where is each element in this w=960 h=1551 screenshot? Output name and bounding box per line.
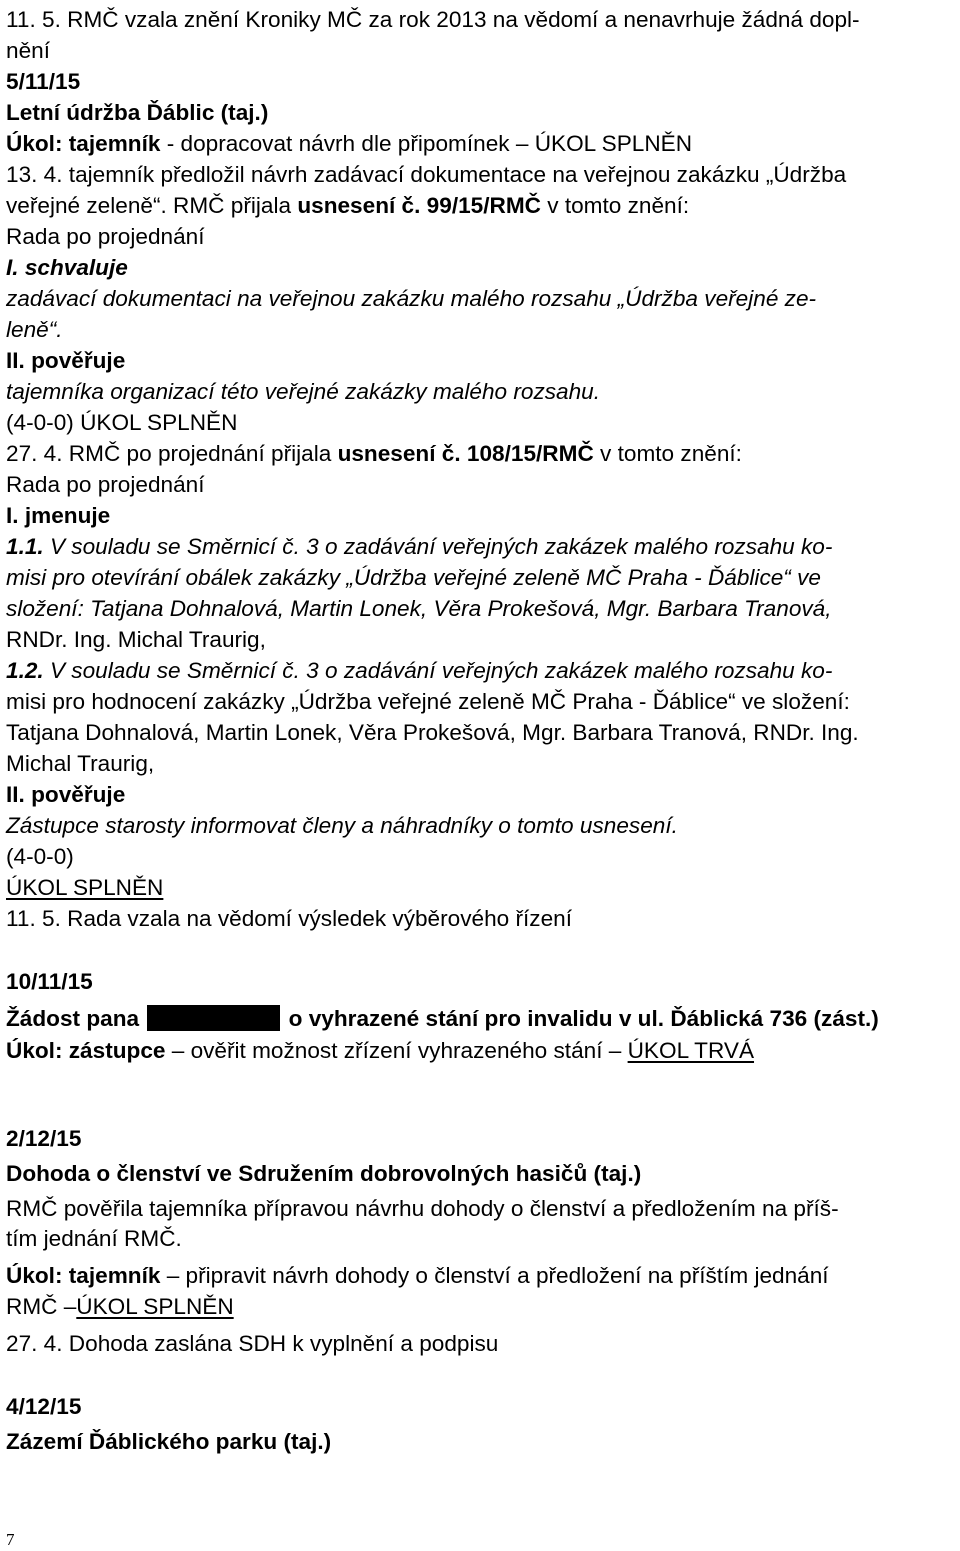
text: v tomto znění:	[540, 193, 690, 218]
usneseni-number: 108/15/RMČ	[460, 441, 594, 466]
heading-poveruje: II. pověřuje	[6, 782, 126, 807]
text: V souladu se Směrnicí č. 3 o zadávání veřejných zakázek malého rozsahu ko-	[43, 658, 833, 683]
page-number: 7	[6, 1530, 15, 1549]
poveruje-text: Zástupce starosty informovat členy a náhradníky o tomto usnesení.	[6, 813, 678, 838]
task-line-2-12-15	[6, 1262, 829, 1289]
jmenuje-1-1-cont: složení: Tatjana Dohnalová, Martin Lonek, Věra Prokešová, Mgr. Barbara Tranová,	[6, 596, 832, 621]
task-label: Úkol: zástupce	[6, 1038, 166, 1063]
item-title-zadost	[6, 1005, 879, 1032]
jmenuje-1-1	[6, 533, 832, 560]
text: 27. 4. RMČ po projednání přijala	[6, 441, 338, 466]
usneseni-number: 99/15/RMČ	[420, 193, 541, 218]
task-text: - dopracovat návrh dle připomínek – ÚKOL SPLNĚN	[160, 131, 693, 156]
schvaluje-text: zadávací dokumentaci na veřejnou zakázku malého rozsahu „Údržba veřejné ze-	[6, 286, 817, 311]
point-number: 1.1.	[6, 534, 44, 559]
item-title-letni-udrzba: Letní údržba Ďáblic (taj.)	[6, 100, 269, 125]
status-trva: ÚKOL TRVÁ	[627, 1038, 755, 1063]
item-title-zazemi: Zázemí Ďáblického parku (taj.)	[6, 1429, 332, 1454]
item-number-2-12-15: 2/12/15	[6, 1126, 82, 1151]
line-rmc-poverila: RMČ pověřila tajemníka přípravou návrhu dohody o členství a předložením na příš-	[6, 1196, 839, 1221]
item-number-5-11-15: 5/11/15	[6, 69, 81, 94]
text: Žádost pana	[6, 1006, 146, 1031]
item-number-4-12-15: 4/12/15	[6, 1394, 82, 1419]
line-13-4: 13. 4. tajemník předložil návrh zadávací dokumentace na veřejnou zakázku „Údržba	[6, 162, 847, 187]
vote-result: (4-0-0)	[6, 844, 74, 869]
rada-po-projednani: Rada po projednání	[6, 224, 205, 249]
redacted-name	[147, 1005, 280, 1031]
jmenuje-1-2	[6, 657, 832, 684]
line-kronika-cont: nění	[6, 38, 50, 63]
task-line-5-11-15	[6, 130, 692, 157]
poveruje-text: tajemníka organizací této veřejné zakázky malého rozsahu.	[6, 379, 601, 404]
heading-poveruje: II. pověřuje	[6, 348, 126, 373]
jmenuje-1-2-cont: Michal Traurig,	[6, 751, 155, 776]
line-usneseni-108	[6, 440, 742, 467]
task-label: Úkol: tajemník	[6, 1263, 161, 1288]
status-splneno: ÚKOL SPLNĚN	[76, 1294, 234, 1319]
line-11-5-rada: 11. 5. Rada vzala na vědomí výsledek výběrového řízení	[6, 906, 572, 931]
line-rmc-poverila-cont: tím jednání RMČ.	[6, 1226, 182, 1251]
jmenuje-1-1-cont: misi pro otevírání obálek zakázky „Údržba veřejné zeleně MČ Praha - Ďáblice“ ve	[6, 565, 821, 590]
heading-schvaluje: I. schvaluje	[6, 255, 128, 280]
text: RMČ –	[6, 1294, 77, 1319]
task-line-2-12-15-cont	[6, 1293, 234, 1320]
schvaluje-text-cont: leně“.	[6, 317, 63, 342]
jmenuje-1-2-cont: misi pro hodnocení zakázky „Údržba veřejné zeleně MČ Praha - Ďáblice“ ve složení:	[6, 689, 850, 714]
text: v tomto znění:	[593, 441, 742, 466]
rada-po-projednani: Rada po projednání	[6, 472, 205, 497]
task-line-10-11-15	[6, 1037, 754, 1064]
jmenuje-1-2-cont: Tatjana Dohnalová, Martin Lonek, Věra Prokešová, Mgr. Barbara Tranová, RNDr. Ing.	[6, 720, 859, 745]
text: – ověřit možnost zřízení vyhrazeného stání –	[165, 1038, 628, 1063]
heading-jmenuje: I. jmenuje	[6, 503, 111, 528]
vote-result: (4-0-0) ÚKOL SPLNĚN	[6, 410, 238, 435]
task-label: Úkol: tajemník	[6, 131, 161, 156]
item-title-dohoda-sdh: Dohoda o členství ve Sdružením dobrovolných hasičů (taj.)	[6, 1161, 642, 1186]
text: V souladu se Směrnicí č. 3 o zadávání veřejných zakázek malého rozsahu ko-	[43, 534, 833, 559]
usneseni-label: usnesení č.	[337, 441, 461, 466]
jmenuje-1-1-cont: RNDr. Ing. Michal Traurig,	[6, 627, 266, 652]
text: o vyhrazené stání pro invalidu v ul. Ďáblická 736 (zást.)	[282, 1006, 879, 1031]
line-kronika: 11. 5. RMČ vzala znění Kroniky MČ za rok 2013 na vědomí a nenavrhuje žádná dopl-	[6, 7, 860, 32]
text: veřejné zeleně“. RMČ přijala	[6, 193, 298, 218]
line-usneseni-99	[6, 192, 689, 219]
usneseni-label: usnesení č.	[297, 193, 421, 218]
item-number-10-11-15: 10/11/15	[6, 969, 93, 994]
point-number: 1.2.	[6, 658, 44, 683]
text: – připravit návrh dohody o členství a předložení na příštím jednání	[160, 1263, 829, 1288]
status-splneno	[6, 874, 163, 901]
line-27-4-dohoda: 27. 4. Dohoda zaslána SDH k vyplnění a podpisu	[6, 1331, 499, 1356]
text: ÚKOL SPLNĚN	[6, 875, 164, 900]
